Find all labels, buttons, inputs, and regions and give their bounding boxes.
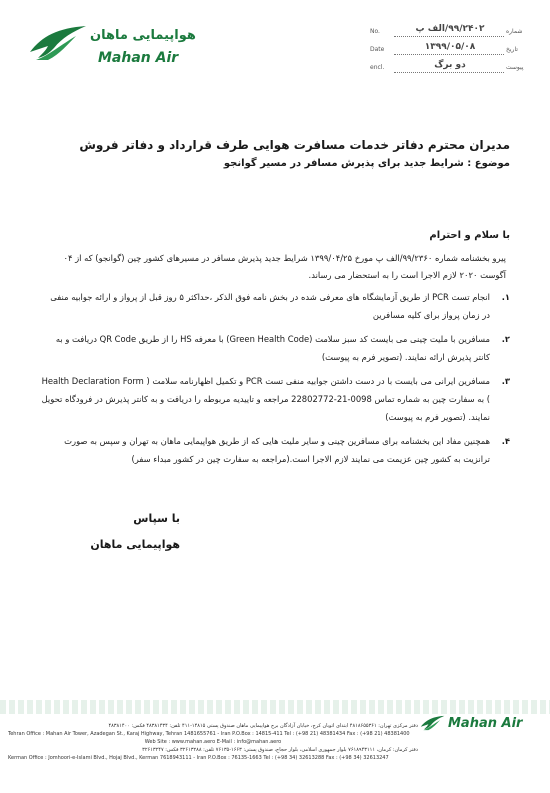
list-item (40, 432, 510, 468)
footer-logo-text: Mahan Air (448, 716, 523, 731)
meta-number-label-fa: شماره (506, 28, 523, 35)
meta-number-value: ۹۹/۲۴۰۲/الف پ (415, 24, 485, 34)
footer-tehran-en: Tehran Office : Mahan Air Tower, Azadegan St., Karaj Highway, Tehran 1481655761 - Iran P.O.Box : 14815-411 Tel : (+98 21) 48381434 Fax : (+98 21) 48381400 (8, 731, 410, 737)
footer-tehran-fa: دفتر مرکزی تهران: ۴۸۱۸۶۵۵۳۶۱ ابتدای اتوبان کرج، خیابان آزادگان برج هواپیمایی ماهان صندوق پستی ۱۴۸۱۵-۴۱۱ تلفن: ۴۸۳۸۱۴۳۴ فکس: ۴۸۳۸۱۴۰۰ (108, 723, 418, 729)
letter-intro: پیرو بخشنامه شماره ۹۹/۲۳۶۰/الف پ مورخ ۱۳۹۹/۰۴/۲۵ شرایط جدید پذیرش مسافر در مسیرهای کشور چین (گوانجو) که از ۰۴ آگوست ۲۰۲۰ لازم الاجرا است را به استحضار می رساند. (63, 253, 506, 280)
meta-date-value: ۱۳۹۹/۰۵/۰۸ (424, 42, 476, 52)
list-item-text: انجام تست PCR از طریق آزمایشگاه های معرفی شده در بخش نامه فوق الذکر ،حداکثر ۵ روز قبل از پرواز و ارائه جوابیه منفی در زمان پرواز برای کلیه مسافرین (50, 292, 490, 320)
list-item-number: ۱. (501, 292, 510, 302)
meta-number-row (370, 26, 530, 40)
letter-meta (370, 26, 540, 76)
meta-number-line (394, 36, 504, 37)
meta-encl-line (394, 72, 504, 73)
list-item-number: ۲. (501, 334, 510, 344)
meta-date-label-fa: تاریخ (506, 46, 518, 53)
list-item-text: مسافرین با ملیت چینی می بایست کد سبز سلامت (Green Health Code) با معرفه HS را از طریق QR Code دریافت و به کانتر پذیرش ارائه نمایند. (تصویر فرم به پیوست) (55, 334, 490, 362)
list-item (40, 288, 510, 324)
bird-logo-icon (28, 22, 90, 64)
meta-number-label-en: No. (370, 28, 380, 35)
footer-kerman-fa: دفتر کرمان: کرمان، ۷۶۱۸۹۴۳۱۱۱ بلوار جمهوری اسلامی، بلوار حجاج، صندوق پستی: ۱۶۶۳-۷۶۱۳۵ تلفن: ۳۲۶۱۳۲۸۸ فکس: ۳۲۶۱۳۲۴۷ (142, 747, 418, 753)
meta-encl-row (370, 62, 530, 76)
footer-contact-info (8, 722, 418, 762)
footer-kerman-en: Kerman Office : Jomhoori-e-Islami Blvd., Hojaj Blvd., Kerman 7618943111 - Iran P.O.Box : 76135-1663 Tel : (+98 34) 32613288 Fax : (+98 34) 32613247 (8, 755, 389, 761)
list-item-number: ۴. (501, 436, 510, 446)
mahan-air-logo (28, 22, 196, 74)
meta-encl-label-en: encl. (370, 64, 385, 71)
closing-thanks: با سپاس (133, 512, 180, 525)
list-item-text: همچنین مفاد این بخشنامه برای مسافرین چینی و سایر ملیت هایی که از طریق هواپیمایی ماهان به تهران و سپس به صورت ترانزیت به کشور چین عزیمت می نمایند لازم الاجرا است.(مراجعه به سفارت چین در کشور مبداء سفر) (64, 436, 490, 464)
logo-persian-text: هواپیمایی ماهان (90, 28, 196, 43)
closing-signature: هواپیمایی ماهان (90, 538, 180, 551)
meta-encl-value: دو برگ (434, 60, 466, 70)
meta-date-label-en: Date (370, 46, 385, 53)
list-item-text: مسافرین ایرانی می بایست با در دست داشتن جوابیه منفی تست PCR و تکمیل اظهارنامه سلامت ( Health Declaration Form ) به سفارت چین به شماره تماس 0098-21-22802772 مراجعه و تاییدیه مربوطه را دریافت و به کانتر پذیرش در فرودگاه تحویل نمایند. (تصویر فرم به پیوست) (41, 376, 490, 422)
meta-date-line (394, 54, 504, 55)
logo-english-text: Mahan Air (98, 50, 179, 66)
meta-encl-label-fa: پیوست (506, 64, 524, 71)
letter-greeting: با سلام و احترام (429, 230, 510, 241)
footer-logo (420, 714, 530, 734)
letter-subject: موضوع : شرایط جدید برای پذیرش مسافر در مسیر گوانجو (223, 158, 510, 169)
footer-bird-logo-icon (420, 714, 446, 732)
list-item (40, 330, 510, 366)
footer-decorative-band (0, 700, 550, 714)
list-item (40, 372, 510, 426)
meta-date-row (370, 44, 530, 58)
list-item-number: ۳. (501, 376, 510, 386)
footer-web-email: Web Site : www.mahan.aero E-Mail : info@mahan.aero (144, 739, 282, 745)
letter-addressee: مدیران محترم دفاتر خدمات مسافرت هوایی طرف قرارداد و دفاتر فروش (79, 138, 510, 152)
conditions-list (40, 288, 510, 474)
